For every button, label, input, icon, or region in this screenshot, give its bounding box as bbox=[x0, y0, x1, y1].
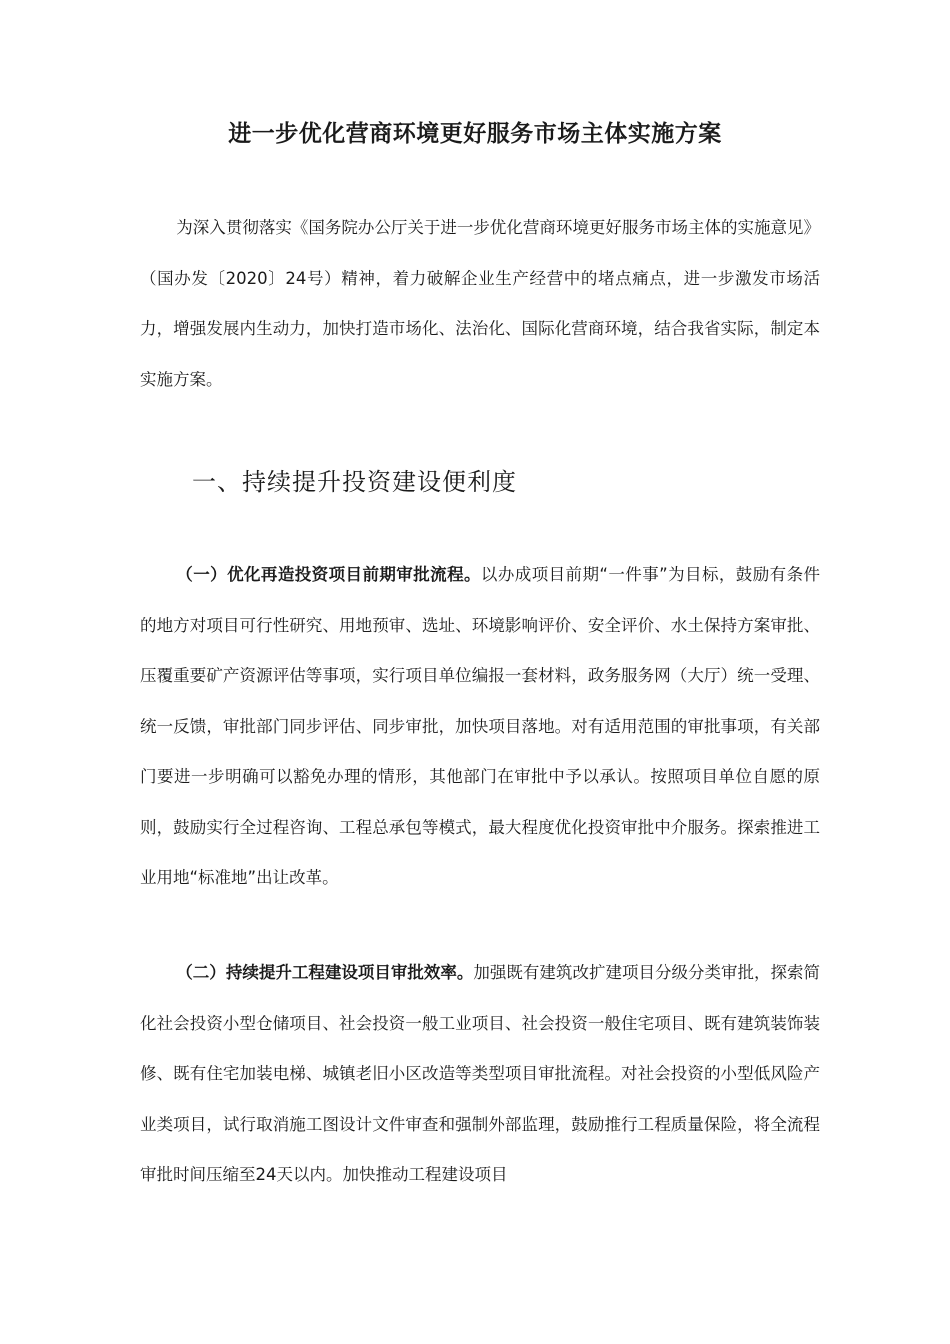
document-title: 进一步优化营商环境更好服务市场主体实施方案 bbox=[228, 121, 722, 147]
item-lead-text: （二）持续提升工程建设项目审批效率。 bbox=[176, 963, 474, 982]
item-body-text: 以办成项目前期“一件事”为目标，鼓励有条件的地方对项目可行性研究、用地预审、选址、环境影响评价、安全评价、水土保持方案审批、压覆重要矿产资源评估等事项，实行项目单位编报一套材料，政务服务网（大厅）统一受理、统一反馈，审批部门同步评估、同步审批，加快项目落地。对有适用范围的审批事项，有关部门要进一步明确可以豁免办理的情形，其他部门在审批中予以承认。按照项目单位自愿的原则，鼓励实行全过程咨询、工程总承包等模式，最大程度优化投资审批中介服务。探索推进工业用地“标准地”出让改革。 bbox=[140, 565, 820, 887]
item-body-text: 加强既有建筑改扩建项目分级分类审批，探索简化社会投资小型仓储项目、社会投资一般工业项目、社会投资一般住宅项目、既有建筑装饰装修、既有住宅加装电梯、城镇老旧小区改造等类型项目审批流程。对社会投资的小型低风险产业类项目，试行取消施工图设计文件审查和强制外部监理，鼓励推行工程质量保险，将全流程审批时间压缩至24天以内。加快推动工程建设项目 bbox=[140, 963, 821, 1184]
section-heading: 一、持续提升投资建设便利度 bbox=[192, 468, 517, 496]
intro-paragraph: 为深入贯彻落实《国务院办公厅关于进一步优化营商环境更好服务市场主体的实施意见》（国办发〔2020〕24号）精神，着力破解企业生产经营中的堵点痛点，进一步激发市场活力，增强发展内生动力，加快打造市场化、法治化、国际化营商环境，结合我省实际，制定本实施方案。 bbox=[140, 218, 820, 389]
item-paragraph bbox=[140, 948, 820, 1201]
item-paragraph bbox=[140, 550, 820, 904]
item-lead-text: （一）优化再造投资项目前期审批流程。 bbox=[176, 565, 481, 584]
